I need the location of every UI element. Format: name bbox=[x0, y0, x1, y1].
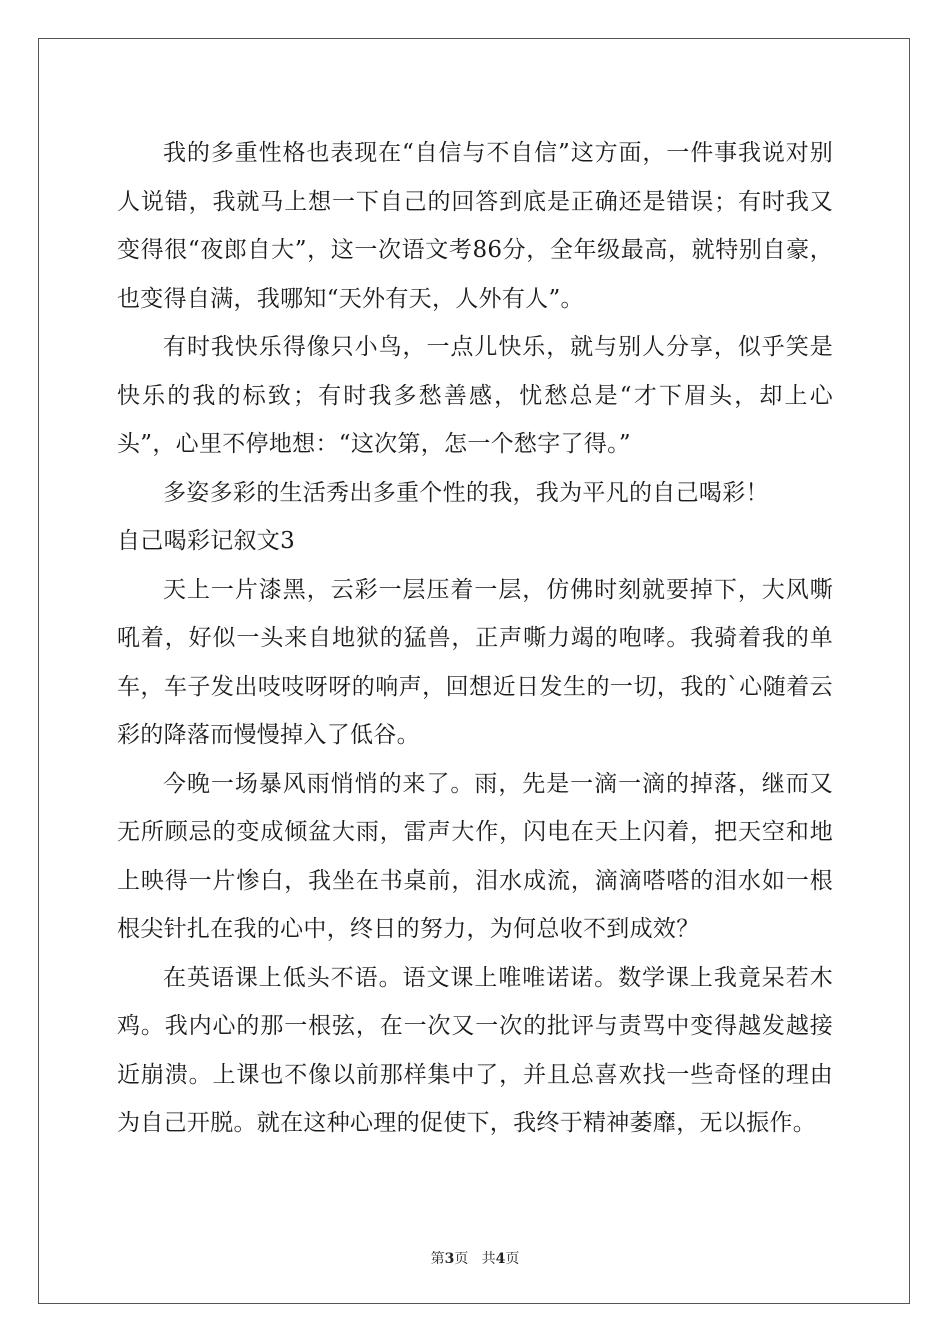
footer-total-suffix: 页 bbox=[505, 1251, 520, 1267]
footer-total-pages: 4 bbox=[495, 1251, 506, 1267]
footer-page-number: 3 bbox=[444, 1251, 455, 1267]
paragraph: 今晚一场暴风雨悄悄的来了。雨，先是一滴一滴的掉落，继而又无所顾忌的变成倾盆大雨，雷声大作，闪电在天上闪着，把天空和地上映得一片惨白，我坐在书桌前，泪水成流，滴滴嗒嗒的泪水如一根根尖针扎在我的心中，终日的努力，为何总收不到成效？ bbox=[117, 770, 833, 942]
document-body bbox=[117, 129, 833, 1148]
section-heading: 自己喝彩记叙文3 bbox=[117, 528, 296, 554]
footer-prefix: 第 bbox=[430, 1251, 445, 1267]
paragraph: 我的多重性格也表现在“自信与不自信”这方面，一件事我说对别人说错，我就马上想一下自己的回答到底是正确还是错误；有时我又变得很“夜郎自大”，这一次语文考86分，全年级最高，就特别自豪，也变得自满，我哪知“天外有天，人外有人”。 bbox=[117, 140, 833, 312]
footer-total-prefix: 共 bbox=[481, 1251, 496, 1267]
footer-page-suffix: 页 bbox=[454, 1251, 469, 1267]
paragraph: 在英语课上低头不语。语文课上唯唯诺诺。数学课上我竟呆若木鸡。我内心的那一根弦，在一次又一次的批评与责骂中变得越发越接近崩溃。上课也不像以前那样集中了，并且总喜欢找一些奇怪的理由为自己开脱。就在这种心理的促使下，我终于精神萎靡，无以振作。 bbox=[117, 964, 833, 1136]
paragraph: 有时我快乐得像只小鸟，一点儿快乐，就与别人分享，似乎笑是快乐的我的标致；有时我多愁善感，忧愁总是“才下眉头，却上心头”，心里不停地想：“这次第，怎一个愁字了得。” bbox=[117, 334, 833, 457]
paragraph: 天上一片漆黑，云彩一层压着一层，仿佛时刻就要掉下，大风嘶吼着，好似一头来自地狱的猛兽，正声嘶力竭的咆哮。我骑着我的单车，车子发出吱吱呀呀的响声，回想近日发生的一切，我的`心随着云彩的降落而慢慢掉入了低谷。 bbox=[117, 576, 833, 748]
page-footer bbox=[0, 1248, 950, 1268]
paragraph: 多姿多彩的生活秀出多重个性的我，我为平凡的自己喝彩！ bbox=[163, 479, 769, 506]
